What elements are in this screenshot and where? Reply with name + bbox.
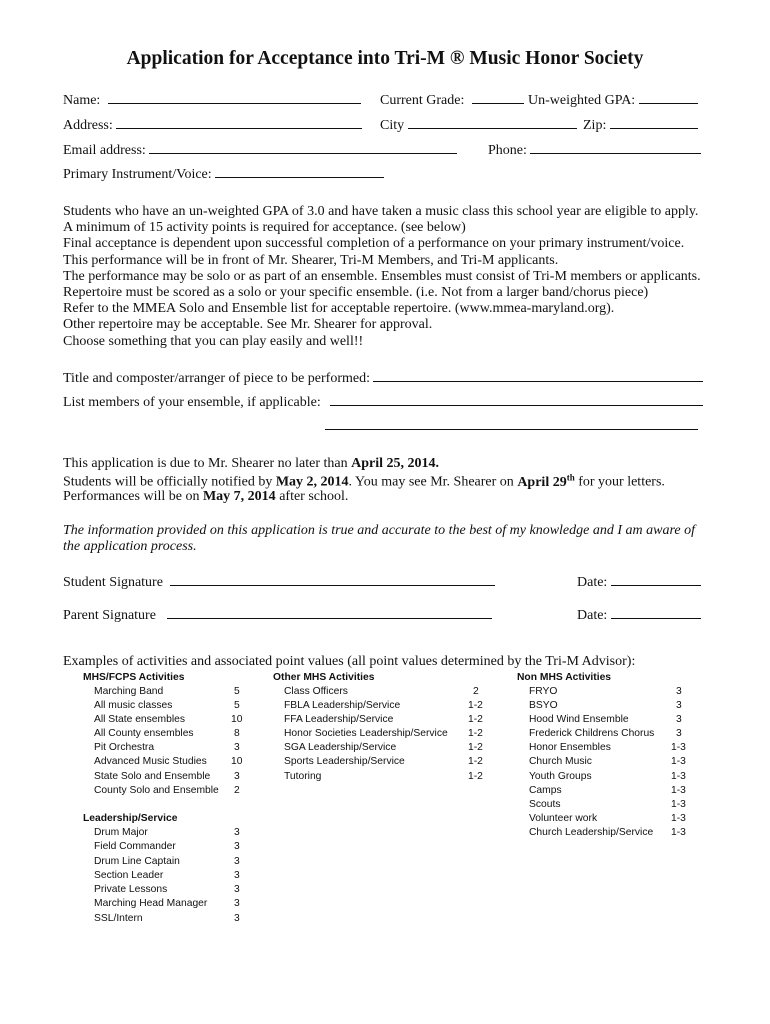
activity-points: 1-2: [468, 771, 483, 782]
activity-points: 1-3: [671, 799, 686, 810]
perf-post-text: after school.: [275, 489, 349, 504]
requirement-line: Repertoire must be scored as a solo or your specific ensemble. (i.e. Not from a larger band/chorus piece): [63, 285, 649, 301]
gpa-field[interactable]: [639, 89, 698, 104]
activity-item: Sports Leadership/Service: [284, 756, 405, 767]
activity-item: Field Commander: [94, 841, 176, 852]
activity-points: 3: [234, 913, 240, 924]
grade-field-row: [380, 89, 524, 109]
requirement-line: This performance will be in front of Mr. Shearer, Tri-M Members, and Tri-M applicants.: [63, 252, 559, 268]
activity-item: FFA Leadership/Service: [284, 714, 394, 725]
piece-field[interactable]: [373, 367, 703, 382]
activity-points: 1-3: [671, 827, 686, 838]
current-grade-label: Current Grade:: [380, 93, 465, 108]
activity-points: 3: [676, 714, 682, 725]
examples-intro: Examples of activities and associated point values (all point values determined by the Tri-M Advisor):: [63, 654, 636, 669]
email-label: Email address:: [63, 143, 146, 158]
zip-label: Zip:: [583, 118, 607, 133]
statement-line-1: The information provided on this application is true and accurate to the best of my knowledge and I am aware of: [63, 523, 696, 538]
activity-item: Youth Groups: [529, 771, 592, 782]
notify-mid-text: . You may see Mr. Shearer on: [348, 474, 518, 490]
activity-points: 3: [234, 771, 240, 782]
address-field[interactable]: [116, 114, 362, 129]
requirement-line: Other repertoire may be acceptable. See Mr. Shearer for approval.: [63, 317, 433, 333]
phone-label: Phone:: [488, 143, 527, 158]
activity-item: Advanced Music Studies: [94, 756, 207, 767]
letters-date: April 29th: [517, 472, 575, 490]
parent-signature-field[interactable]: [167, 604, 492, 619]
activity-points: 5: [234, 700, 240, 711]
due-text: This application is due to Mr. Shearer no later than: [63, 456, 352, 471]
email-field-row: [63, 139, 457, 159]
gpa-label: Un-weighted GPA:: [528, 93, 636, 108]
activity-item: Drum Major: [94, 827, 148, 838]
activity-item: FBLA Leadership/Service: [284, 700, 401, 711]
student-date-field[interactable]: [611, 571, 701, 586]
activity-points: 3: [676, 686, 682, 697]
requirements-paragraph: [63, 204, 701, 350]
name-label: Name:: [63, 93, 101, 108]
parent-date-row: [577, 604, 701, 624]
activity-item: Camps: [529, 785, 562, 796]
activity-item: FRYO: [529, 686, 558, 697]
instrument-field-row: [63, 163, 384, 183]
activity-points: 10: [231, 756, 243, 767]
activity-item: All State ensembles: [94, 714, 186, 725]
notify-date-line: [63, 472, 665, 491]
activity-item: SGA Leadership/Service: [284, 742, 397, 753]
non-mhs-activities-header: Non MHS Activities: [517, 672, 612, 683]
activity-points: 3: [234, 898, 240, 909]
perf-date: May 7, 2014: [202, 489, 276, 504]
activity-item: Hood Wind Ensemble: [529, 714, 629, 725]
instrument-field[interactable]: [215, 163, 384, 178]
activity-item: SSL/Intern: [94, 913, 143, 924]
notify-post-text: for your letters.: [574, 474, 665, 490]
activity-item: Marching Head Manager: [94, 898, 208, 909]
activity-item: Drum Line Captain: [94, 856, 180, 867]
student-signature-label: Student Signature: [63, 575, 163, 590]
name-field[interactable]: [108, 89, 361, 104]
phone-field[interactable]: [530, 139, 701, 154]
activity-points: 1-3: [671, 771, 686, 782]
page-title: Application for Acceptance into Tri-M ® Music Honor Society: [126, 48, 644, 69]
activity-item: Tutoring: [284, 771, 322, 782]
activity-item: Honor Ensembles: [529, 742, 611, 753]
current-grade-field[interactable]: [472, 89, 524, 104]
activity-points: 1-2: [468, 700, 483, 711]
activity-item: BSYO: [529, 700, 558, 711]
perf-text: Performances will be on: [63, 489, 203, 504]
activity-item: Church Leadership/Service: [529, 827, 654, 838]
activity-points: 3: [676, 700, 682, 711]
activity-item: Church Music: [529, 756, 592, 767]
activity-points: 1-3: [671, 813, 686, 824]
activity-points: 1-3: [671, 756, 686, 767]
activity-points: 8: [234, 728, 240, 739]
requirement-line: Final acceptance is dependent upon successful completion of a performance on your primary instrument/voice.: [63, 236, 685, 252]
activity-item: State Solo and Ensemble: [94, 771, 211, 782]
parent-signature-row: [63, 604, 492, 624]
other-activities-header: Other MHS Activities: [273, 672, 375, 683]
activity-points: 3: [234, 841, 240, 852]
activity-item: Honor Societies Leadership/Service: [284, 728, 448, 739]
activity-points: 3: [234, 827, 240, 838]
requirement-line: A minimum of 15 activity points is required for acceptance. (see below): [63, 220, 466, 236]
activity-points: 2: [473, 686, 479, 697]
leadership-header: Leadership/Service: [83, 813, 178, 824]
activity-item: Pit Orchestra: [94, 742, 155, 753]
activity-item: All music classes: [94, 700, 173, 711]
activity-points: 10: [231, 714, 243, 725]
student-signature-field[interactable]: [170, 571, 495, 586]
activity-points: 3: [234, 870, 240, 881]
notify-text: Students will be officially notified by: [63, 474, 276, 490]
activity-item: Private Lessons: [94, 884, 168, 895]
activity-points: 1-3: [671, 785, 686, 796]
activity-points: 1-2: [468, 728, 483, 739]
city-field-row: [380, 114, 577, 134]
instrument-label: Primary Instrument/Voice:: [63, 167, 212, 182]
gpa-field-row: [528, 89, 698, 109]
activity-points: 3: [676, 728, 682, 739]
student-date-row: [577, 571, 701, 591]
due-date: April 25, 2014.: [351, 456, 439, 471]
activity-item: Marching Band: [94, 686, 164, 697]
student-signature-row: [63, 571, 495, 591]
city-field[interactable]: [408, 114, 577, 129]
requirement-line: Choose something that you can play easily and well!!: [63, 333, 364, 349]
piece-label: Title and composter/arranger of piece to be performed:: [63, 371, 370, 386]
activity-item: County Solo and Ensemble: [94, 785, 219, 796]
parent-date-field[interactable]: [611, 604, 701, 619]
activity-item: Class Officers: [284, 686, 348, 697]
performance-date-line: [63, 489, 348, 505]
zip-field-row: [583, 114, 698, 134]
student-date-label: Date:: [577, 575, 608, 590]
ensemble-label: List members of your ensemble, if applicable:: [63, 395, 321, 410]
activity-points: 3: [234, 742, 240, 753]
activity-points: 1-3: [671, 742, 686, 753]
mhs-activities-header: MHS/FCPS Activities: [83, 672, 185, 683]
notify-date: May 2, 2014: [275, 474, 349, 490]
name-field-row: [63, 89, 361, 109]
requirement-line: Students who have an un-weighted GPA of 3.0 and have taken a music class this school year are eligible to apply.: [63, 204, 699, 219]
address-field-row: [63, 114, 362, 134]
ensemble-field[interactable]: [330, 391, 703, 406]
address-label: Address:: [63, 118, 113, 133]
requirement-line: Refer to the MMEA Solo and Ensemble list for acceptable repertoire. (www.mmea-maryland.org).: [63, 301, 615, 317]
piece-field-row: [63, 367, 703, 387]
phone-field-row: [488, 139, 701, 159]
activity-item: Scouts: [529, 799, 561, 810]
activity-item: Frederick Childrens Chorus: [529, 728, 655, 739]
activity-item: All County ensembles: [94, 728, 194, 739]
statement-line-2: the application process.: [63, 539, 197, 554]
email-field[interactable]: [149, 139, 457, 154]
ensemble-field-row: [63, 391, 703, 411]
activity-points: 1-2: [468, 756, 483, 767]
activity-points: 1-2: [468, 714, 483, 725]
activity-points: 5: [234, 686, 240, 697]
activity-points: 3: [234, 884, 240, 895]
parent-signature-label: Parent Signature: [63, 608, 156, 623]
activity-points: 2: [234, 785, 240, 796]
zip-field[interactable]: [610, 114, 698, 129]
activity-points: 1-2: [468, 742, 483, 753]
city-label: City: [380, 118, 405, 133]
activity-item: Section Leader: [94, 870, 164, 881]
ensemble-field-line-2[interactable]: [325, 414, 698, 430]
activity-points: 3: [234, 856, 240, 867]
requirement-line: The performance may be solo or as part of an ensemble. Ensembles must consist of Tri-M members or applicants.: [63, 268, 701, 284]
due-date-line: [63, 456, 439, 472]
parent-date-label: Date:: [577, 608, 608, 623]
activity-item: Volunteer work: [529, 813, 598, 824]
